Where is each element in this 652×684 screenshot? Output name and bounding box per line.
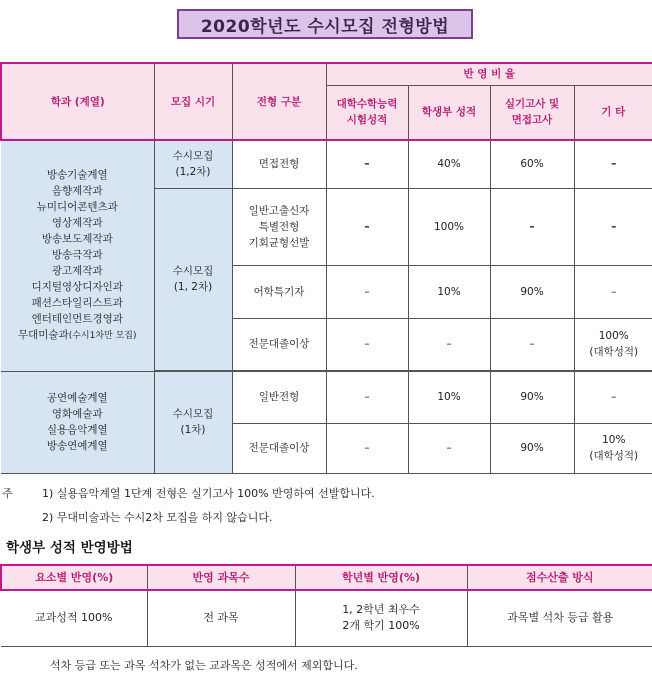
dept-name: 방송연예계열	[46, 440, 108, 452]
dept-group-2	[1, 371, 154, 473]
header-period: 모집 시기	[154, 63, 232, 140]
header-ratio: 반 영 비 율	[326, 63, 652, 85]
practical-cell: 60%	[490, 140, 574, 188]
type-cell: 일반전형	[232, 371, 326, 423]
score-cell: 교과성적 100%	[1, 590, 147, 646]
record-cell: –	[408, 318, 490, 370]
score-header: 반영 과목수	[147, 565, 295, 590]
header-other: 기 타	[574, 85, 652, 140]
score-section-title: 학생부 성적 반영방법	[6, 540, 133, 556]
other-cell: 10% (대학성적)	[574, 423, 652, 473]
header-type: 전형 구분	[232, 63, 326, 140]
other-cell: –	[574, 371, 652, 423]
period-cell: 수시모집 (1, 2차)	[154, 188, 232, 370]
suneung-cell: –	[326, 371, 408, 423]
suneung-cell: –	[326, 265, 408, 318]
header-dept: 학과 (계열)	[1, 63, 154, 140]
record-cell: 40%	[408, 140, 490, 188]
suneung-cell: –	[326, 140, 408, 188]
admission-table	[0, 62, 652, 474]
dept-name: 방송극작과	[51, 249, 103, 262]
dept-name: 공연예술계열	[46, 392, 108, 404]
type-cell: 어학특기자	[232, 265, 326, 318]
score-header: 요소별 반영(%)	[1, 565, 147, 590]
practical-cell: 90%	[490, 265, 574, 318]
suneung-cell: –	[326, 188, 408, 265]
dept-name: 뉴미디어콘텐츠과	[36, 201, 118, 214]
dept-name: 광고제작과	[51, 265, 103, 278]
header-record: 학생부 성적	[408, 85, 490, 140]
other-cell: –	[574, 140, 652, 188]
notes-prefix: 주	[2, 487, 13, 500]
note-2: 2) 무대미술과는 수시2차 모집을 하지 않습니다.	[42, 511, 273, 524]
record-cell: 10%	[408, 265, 490, 318]
header-practical: 실기고사 및 면접고사	[490, 85, 574, 140]
dept-name: 디지털영상디자인과	[31, 281, 123, 294]
period-cell: 수시모집 (1차)	[154, 371, 232, 473]
page-title: 2020학년도 수시모집 전형방법	[177, 9, 473, 39]
score-header: 학년별 반영(%)	[295, 565, 467, 590]
type-cell: 일반고출신자 특별전형 기회균형선발	[232, 188, 326, 265]
practical-cell: 90%	[490, 423, 574, 473]
dept-note: (수시1차만 모집)	[68, 331, 137, 342]
dept-name: 패션스타일리스트과	[31, 297, 123, 310]
suneung-cell: –	[326, 423, 408, 473]
dept-name: 영상제작과	[51, 217, 103, 230]
practical-cell: 90%	[490, 371, 574, 423]
type-cell: 전문대졸이상	[232, 318, 326, 370]
practical-cell: –	[490, 318, 574, 370]
score-header: 점수산출 방식	[467, 565, 652, 590]
score-cell: 과목별 석차 등급 활용	[467, 590, 652, 646]
dept-name: 엔터테인먼트경영과	[31, 313, 123, 326]
score-footer-note: 석차 등급 또는 과목 석차가 없는 교과목은 성적에서 제외합니다.	[50, 659, 358, 672]
dept-name: 방송기술계열	[46, 169, 108, 182]
header-suneung: 대학수학능력 시험성적	[326, 85, 408, 140]
record-cell: 100%	[408, 188, 490, 265]
record-cell: 10%	[408, 371, 490, 423]
dept-name: 무대미술과	[18, 329, 69, 342]
type-cell: 면접전형	[232, 140, 326, 188]
dept-name: 실용음악계열	[46, 424, 108, 436]
type-cell: 전문대졸이상	[232, 423, 326, 473]
notes	[0, 485, 375, 501]
other-cell: –	[574, 188, 652, 265]
score-cell: 1, 2학년 최우수 2개 학기 100%	[295, 590, 467, 646]
dept-name: 음향제작과	[51, 185, 103, 198]
score-cell: 전 과목	[147, 590, 295, 646]
practical-cell: –	[490, 188, 574, 265]
other-cell: 100% (대학성적)	[574, 318, 652, 370]
dept-name: 방송보도제작과	[41, 233, 113, 246]
record-cell: –	[408, 423, 490, 473]
suneung-cell: –	[326, 318, 408, 370]
note-1: 1) 실용음악계열 1단계 전형은 실기고사 100% 반영하여 선발합니다.	[42, 487, 375, 500]
period-cell: 수시모집 (1,2차)	[154, 140, 232, 188]
dept-group-1	[1, 140, 154, 371]
dept-name: 영화예술과	[51, 408, 103, 420]
score-table	[0, 564, 652, 647]
other-cell: –	[574, 265, 652, 318]
